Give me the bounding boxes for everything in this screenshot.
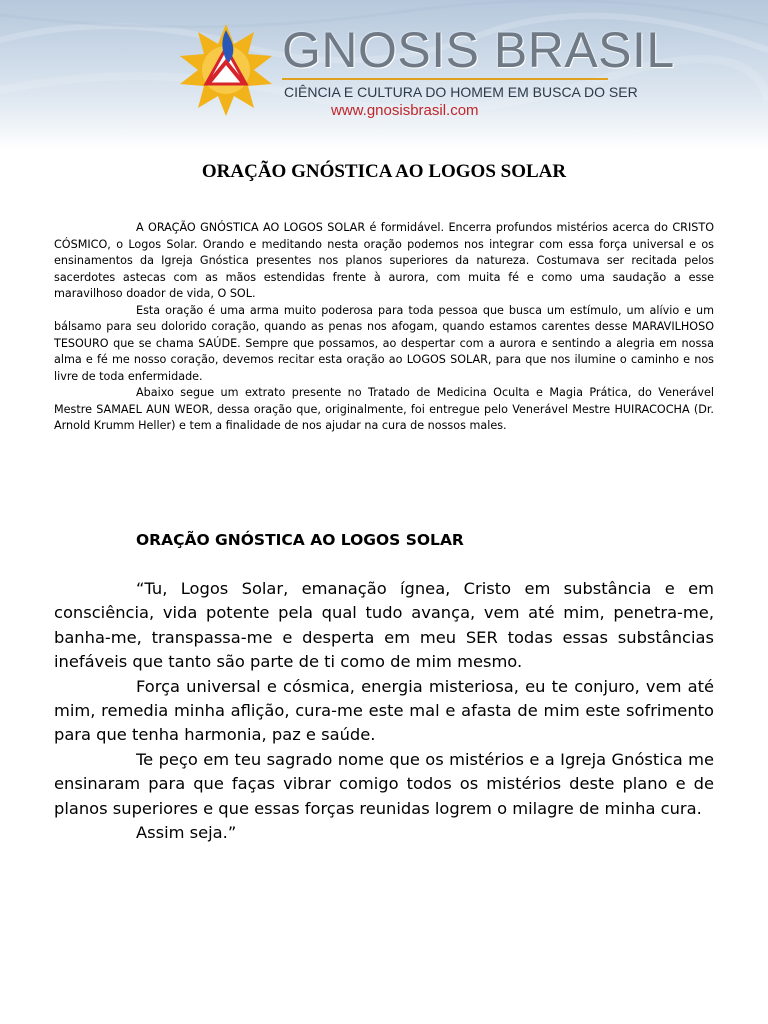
page-header — [0, 0, 768, 150]
prayer-section — [54, 577, 714, 845]
gnosis-logo-icon — [178, 22, 274, 118]
intro-section — [54, 220, 714, 435]
website-link[interactable]: www.gnosisbrasil.com — [331, 102, 479, 119]
brand-divider — [282, 78, 608, 80]
prayer-paragraph: Te peço em teu sagrado nome que os mistérios e a Igreja Gnóstica me ensinaram para que faças vibrar comigo todos os mistérios deste plano e de planos superiores e que essas forças reunidas logrem o milagre de minha cura. — [54, 749, 714, 818]
page-title: ORAÇÃO GNÓSTICA AO LOGOS SOLAR — [201, 161, 567, 182]
prayer-paragraph: “Tu, Logos Solar, emanação ígnea, Cristo em substância e em consciência, vida potente pela qual tudo avança, vem até mim, penetra-me, banha-me, transpassa-me e desperta em meu SER todas essas substâncias inefáveis que tanto são parte de ti como de mim mesmo. — [54, 579, 714, 672]
brand-tagline: CIÊNCIA E CULTURA DO HOMEM EM BUSCA DO SER — [284, 84, 638, 100]
brand-name: GNOSIS BRASIL — [282, 22, 675, 78]
prayer-heading: ORAÇÃO GNÓSTICA AO LOGOS SOLAR — [136, 531, 464, 549]
prayer-paragraph: Assim seja.” — [136, 823, 237, 843]
intro-paragraph: Abaixo segue um extrato presente no Tratado de Medicina Oculta e Magia Prática, do Venerável Mestre SAMAEL AUN WEOR, dessa oração que, originalmente, foi entregue pelo Venerável Mestre HUIRACOCHA (Dr. Arnold Krumm Heller) e tem a finalidade de nos ajudar na cura de nossos males. — [54, 386, 714, 432]
prayer-paragraph: Força universal e cósmica, energia misteriosa, eu te conjuro, vem até mim, remedia minha aflição, cura-me este mal e afasta de mim este sofrimento para que tenha harmonia, paz e saúde. — [54, 676, 714, 745]
intro-paragraph: A ORAÇÃO GNÓSTICA AO LOGOS SOLAR é formidável. Encerra profundos mistérios acerca do CRISTO CÓSMICO, o Logos Solar. Orando e meditando nesta oração podemos nos integrar com essa força universal e os ensinamentos da Igreja Gnóstica presentes nos planos superiores da natureza. Costumava ser recitada pelos sacerdotes astecas com as mãos estendidas frente à aurora, com muita fé e como uma saudação a esse maravilhoso doador de vida, O SOL. — [54, 221, 714, 300]
intro-paragraph: Esta oração é uma arma muito poderosa para toda pessoa que busca um estímulo, um alívio e um bálsamo para seu dolorido coração, quando as penas nos afogam, quando estamos carentes desse MARAVILHOSO TESOURO que se chama SAÚDE. Sempre que possamos, ao despertar com a aurora e sentindo a alegria em nossa alma e fé me nosso coração, devemos recitar esta oração ao LOGOS SOLAR, para que nos ilumine o caminho e nos livre de toda enfermidade. — [54, 303, 714, 383]
